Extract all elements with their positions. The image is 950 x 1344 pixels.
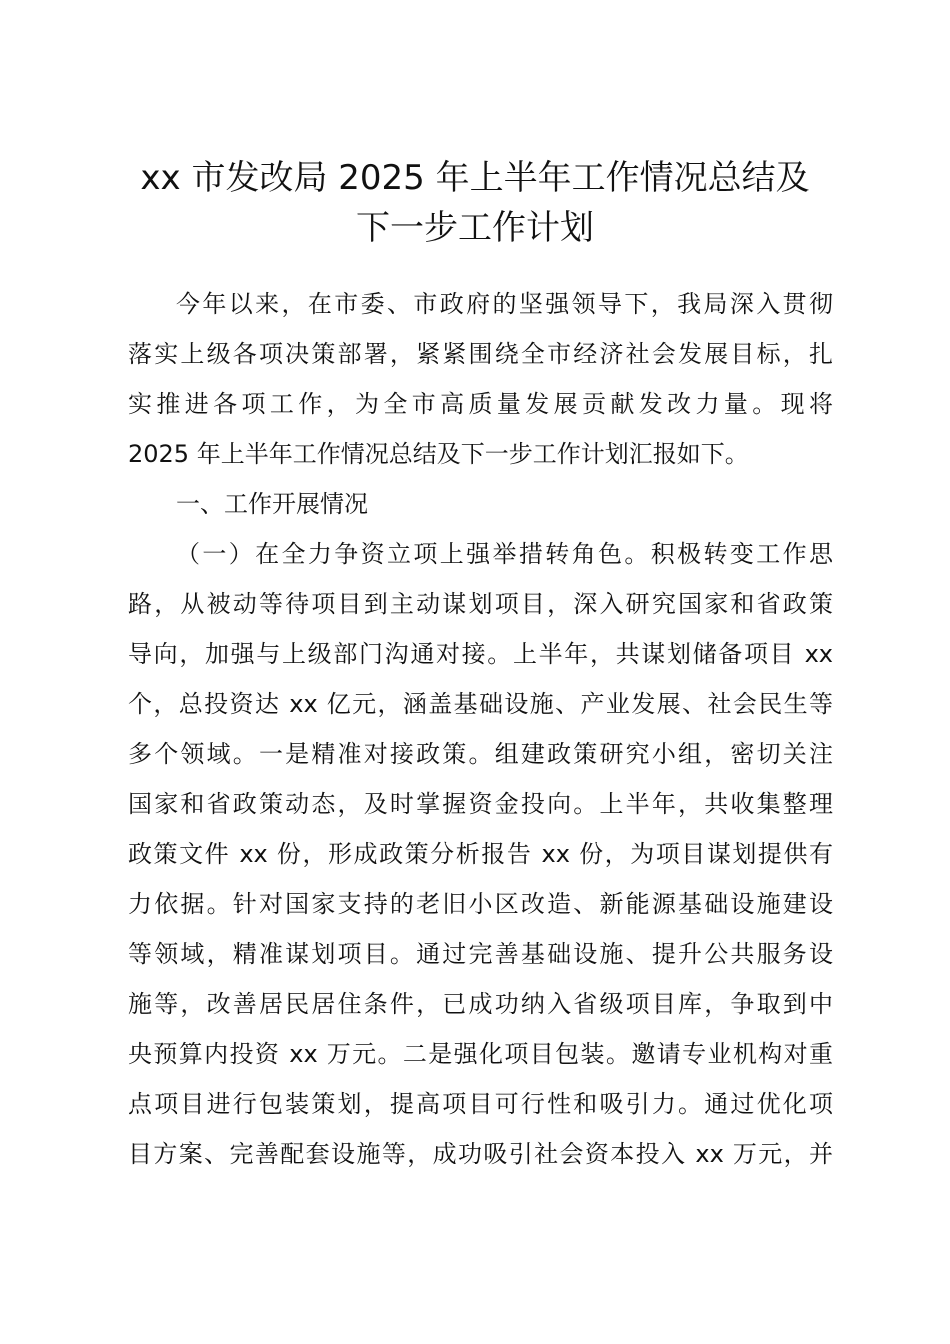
paragraph-line: 施等，改善居民居住条件，已成功纳入省级项目库，争取到中	[128, 990, 833, 1018]
paragraph-line: 导向，加强与上级部门沟通对接。上半年，共谋划储备项目 xx	[128, 640, 833, 668]
paragraph-line: 央预算内投资 xx 万元。二是强化项目包装。邀请专业机构对重	[128, 1040, 833, 1068]
paragraph-line: 2025 年上半年工作情况总结及下一步工作计划汇报如下。	[128, 440, 749, 468]
paragraph-line: 点项目进行包装策划，提高项目可行性和吸引力。通过优化项	[128, 1090, 833, 1118]
paragraph-line: 政策文件 xx 份，形成政策分析报告 xx 份，为项目谋划提供有	[128, 840, 833, 868]
paragraph-line: 目方案、完善配套设施等，成功吸引社会资本投入 xx 万元，并	[128, 1140, 833, 1168]
paragraph-line: 等领域，精准谋划项目。通过完善基础设施、提升公共服务设	[128, 940, 833, 968]
paragraph-line: 力依据。针对国家支持的老旧小区改造、新能源基础设施建设	[128, 890, 833, 918]
section-1-paragraph	[128, 529, 833, 1179]
intro-paragraph	[128, 279, 833, 479]
section-heading: 一、工作开展情况	[176, 490, 368, 518]
paragraph-line: 多个领域。一是精准对接政策。组建政策研究小组，密切关注	[128, 740, 833, 768]
paragraph-line: 路，从被动等待项目到主动谋划项目，深入研究国家和省政策	[128, 590, 833, 618]
paragraph-line: 今年以来，在市委、市政府的坚强领导下，我局深入贯彻	[176, 290, 833, 318]
paragraph-line: 个，总投资达 xx 亿元，涵盖基础设施、产业发展、社会民生等	[128, 690, 833, 718]
paragraph-line: 落实上级各项决策部署，紧紧围绕全市经济社会发展目标，扎	[128, 340, 833, 368]
paragraph-line: 实推进各项工作，为全市高质量发展贡献发改力量。现将	[128, 390, 833, 418]
paragraph-line: 国家和省政策动态，及时掌握资金投向。上半年，共收集整理	[128, 790, 833, 818]
document-title-line-2: 下一步工作计划	[356, 208, 594, 248]
document-title-line-1: xx 市发改局 2025 年上半年工作情况总结及	[140, 158, 810, 198]
paragraph-line: （一）在全力争资立项上强举措转角色。积极转变工作思	[176, 540, 833, 568]
